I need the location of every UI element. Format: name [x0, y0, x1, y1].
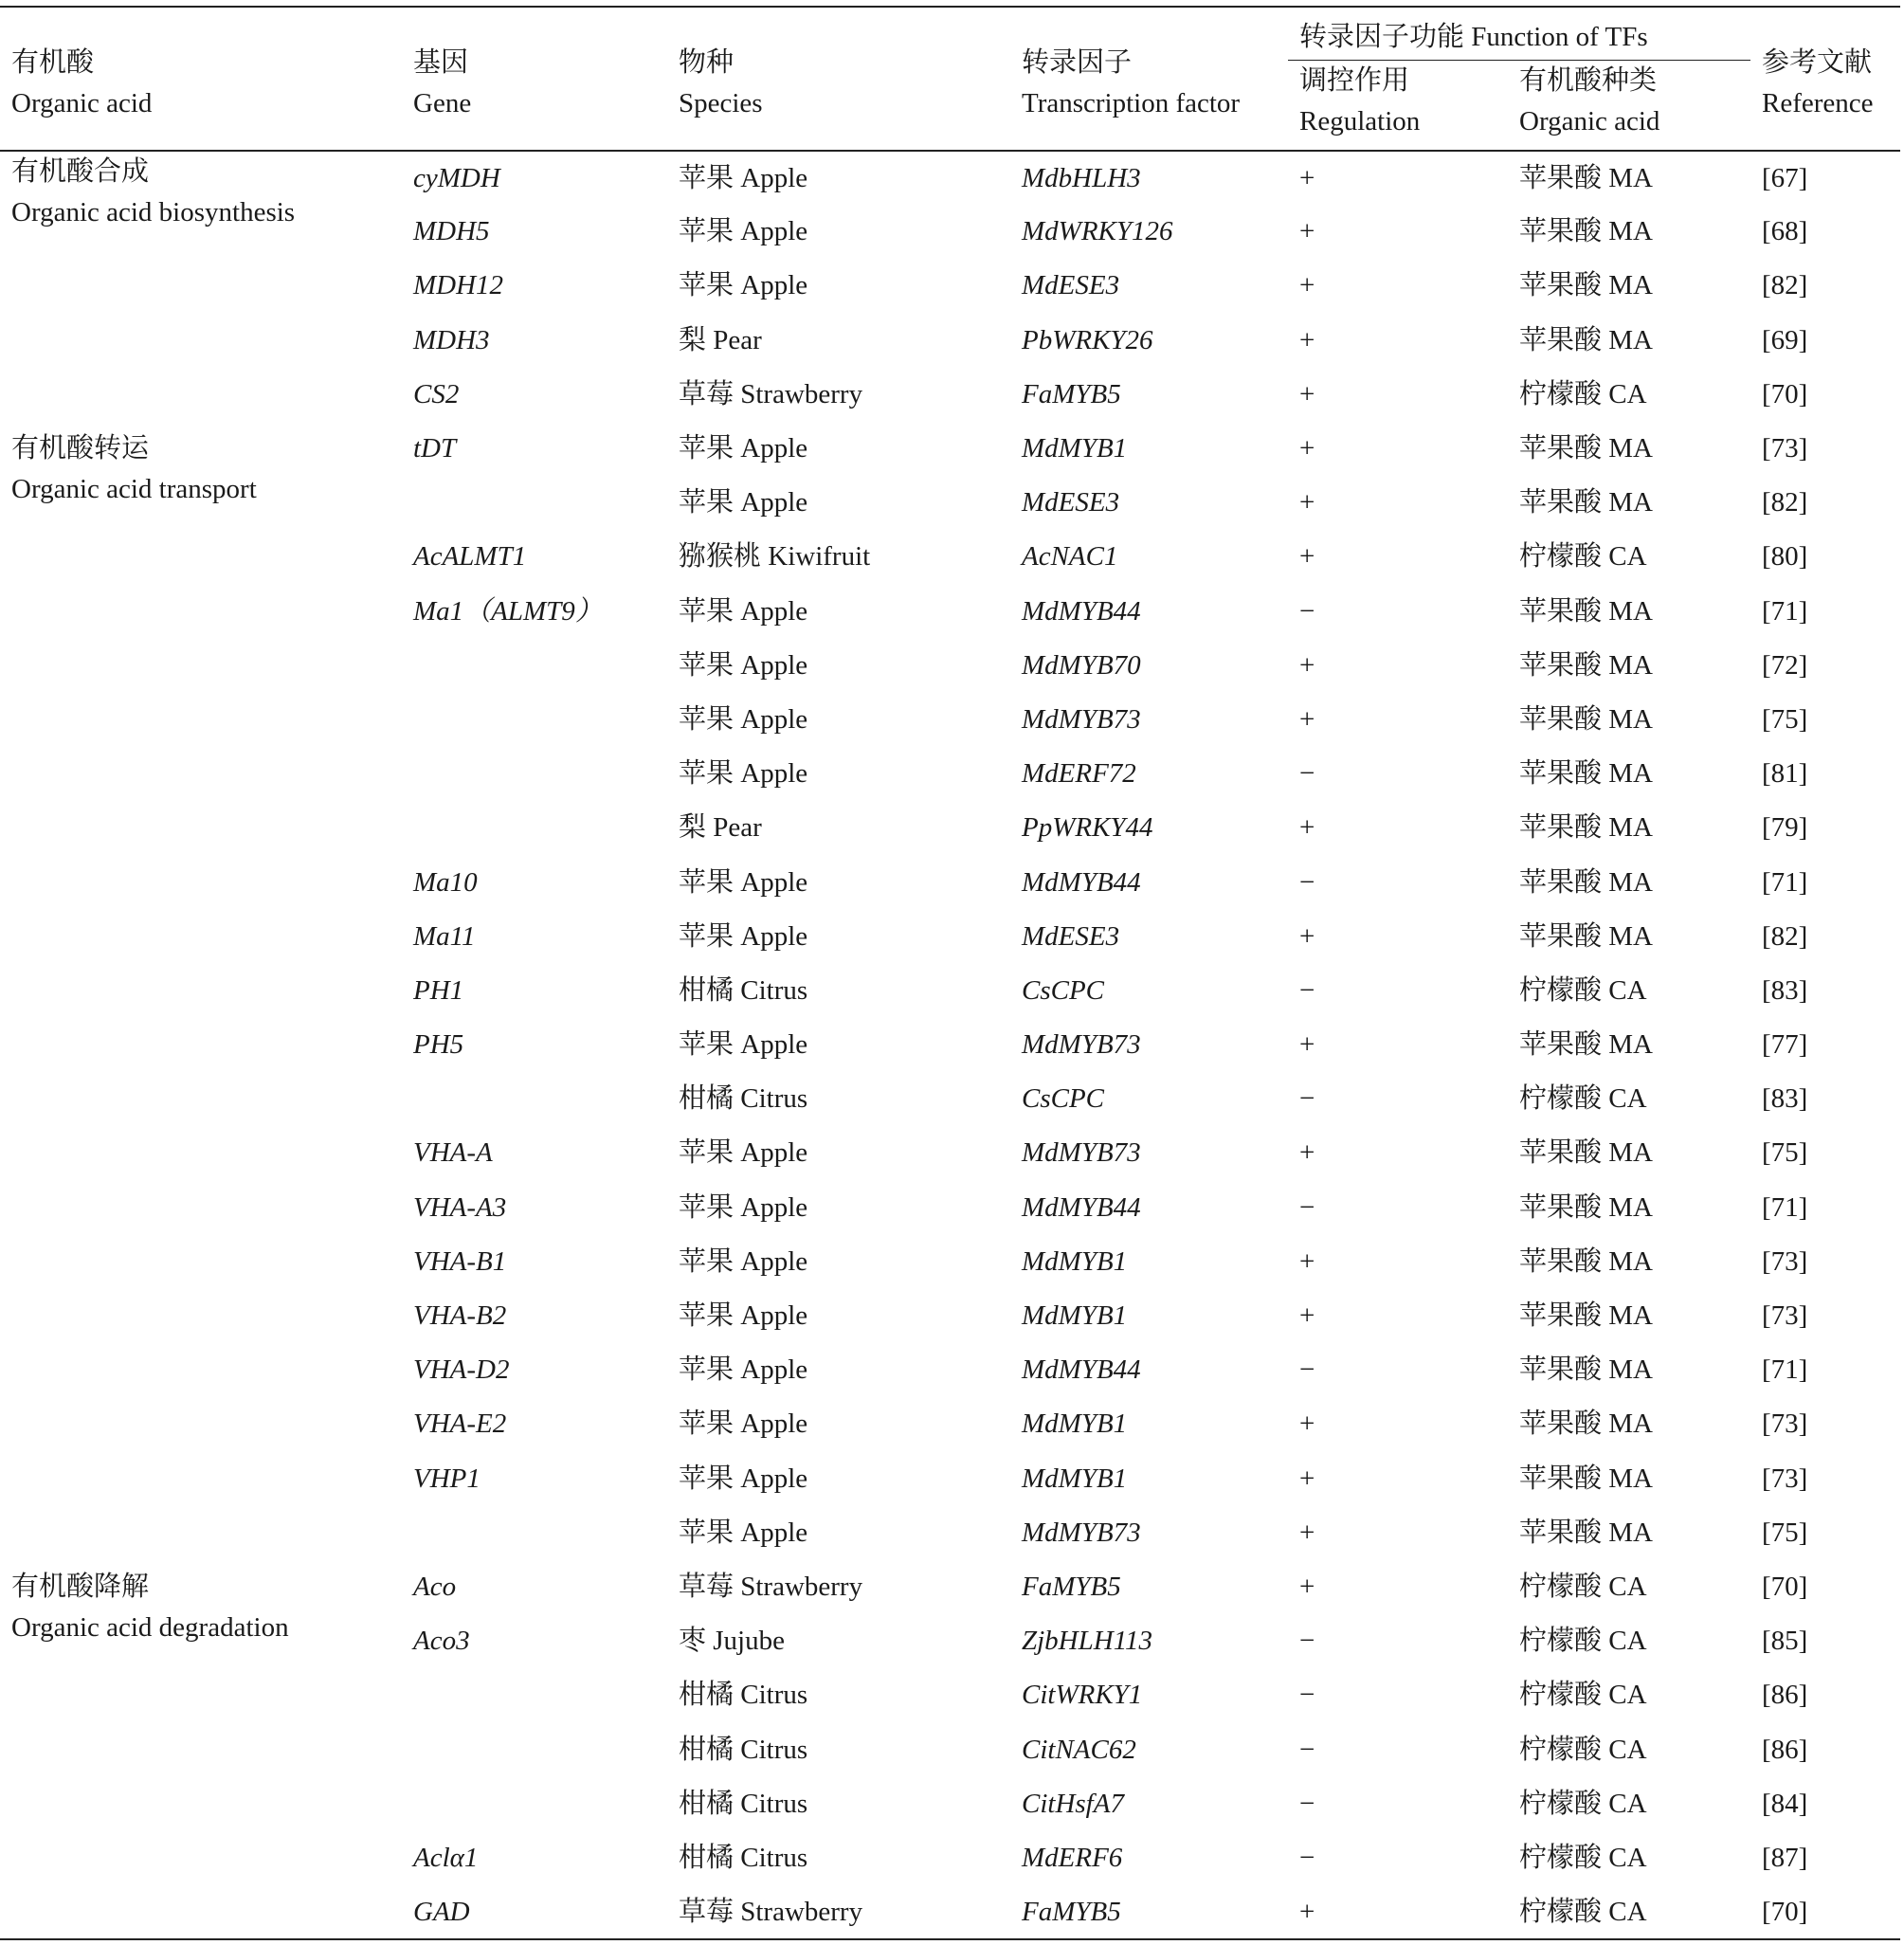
- reference-cell: [70]: [1762, 1896, 1808, 1927]
- tf-cell: MdbHLH3: [1022, 162, 1141, 193]
- species-cell: 柑橘 Citrus: [679, 1788, 808, 1819]
- gene-cell: Ma11: [413, 920, 476, 952]
- reference-cell: [69]: [1762, 324, 1808, 355]
- reference-cell: [68]: [1762, 216, 1808, 247]
- reference-cell: [75]: [1762, 703, 1808, 735]
- acid-cell: 苹果酸 MA: [1519, 324, 1653, 355]
- header-reference: [1750, 7, 1900, 151]
- acid-cell: 苹果酸 MA: [1519, 812, 1653, 844]
- acid-cell: 苹果酸 MA: [1519, 920, 1653, 952]
- reference-cell: [73]: [1762, 1300, 1808, 1332]
- header-tf: [1010, 7, 1288, 151]
- tf-cell: MdMYB44: [1022, 595, 1141, 627]
- reference-cell: [87]: [1762, 1842, 1808, 1873]
- regulation-cell: +: [1299, 1300, 1315, 1332]
- species-cell: 草莓 Strawberry: [679, 1571, 863, 1602]
- reference-cell: [67]: [1762, 162, 1808, 193]
- category-label-en: Organic acid biosynthesis: [11, 197, 296, 227]
- species-cell: 苹果 Apple: [679, 1137, 808, 1169]
- regulation-cell: −: [1299, 1191, 1315, 1223]
- gene-cell: VHA-B2: [413, 1300, 507, 1332]
- tf-cell: MdMYB1: [1022, 1463, 1128, 1494]
- reference-cell: [71]: [1762, 1191, 1808, 1223]
- table-body: [0, 151, 1900, 1939]
- tf-cell: MdMYB73: [1022, 703, 1141, 735]
- tf-cell: CitWRKY1: [1022, 1680, 1143, 1711]
- tf-cell: MdMYB44: [1022, 1354, 1141, 1386]
- species-cell: 苹果 Apple: [679, 758, 808, 790]
- regulation-cell: −: [1299, 595, 1315, 627]
- acid-cell: 苹果酸 MA: [1519, 487, 1653, 518]
- acid-cell: 柠檬酸 CA: [1519, 541, 1647, 573]
- acid-cell: 苹果酸 MA: [1519, 1191, 1653, 1223]
- tf-cell: MdMYB1: [1022, 433, 1128, 464]
- acid-cell: 苹果酸 MA: [1519, 1245, 1653, 1277]
- gene-cell: PH1: [413, 974, 464, 1006]
- species-cell: 草莓 Strawberry: [679, 378, 863, 409]
- gene-cell: VHP1: [413, 1463, 481, 1494]
- gene-cell: Ma1（ALMT9）: [413, 595, 603, 627]
- gene-cell: CS2: [413, 378, 460, 409]
- tf-cell: AcNAC1: [1022, 541, 1118, 573]
- species-cell: 柑橘 Citrus: [679, 1680, 808, 1711]
- tf-cell: MdERF6: [1022, 1842, 1123, 1873]
- regulation-cell: +: [1299, 649, 1315, 681]
- category-cell: [0, 1560, 402, 1939]
- regulation-cell: +: [1299, 920, 1315, 952]
- regulation-cell: −: [1299, 1788, 1315, 1819]
- regulation-cell: +: [1299, 162, 1315, 193]
- category-label-en: Organic acid degradation: [11, 1611, 289, 1643]
- gene-cell: [402, 693, 667, 747]
- tf-cell: PpWRKY44: [1022, 812, 1153, 844]
- acid-cell: 柠檬酸 CA: [1519, 1680, 1647, 1711]
- acid-cell: 苹果酸 MA: [1519, 866, 1653, 898]
- reference-cell: [75]: [1762, 1517, 1808, 1548]
- regulation-cell: +: [1299, 216, 1315, 247]
- regulation-cell: +: [1299, 433, 1315, 464]
- regulation-cell: −: [1299, 1354, 1315, 1386]
- tf-cell: MdMYB1: [1022, 1409, 1128, 1440]
- header-function: 转录因子功能 Function of TFs: [1288, 7, 1750, 61]
- acid-cell: 苹果酸 MA: [1519, 1354, 1653, 1386]
- reference-cell: [83]: [1762, 1083, 1808, 1115]
- species-cell: 柑橘 Citrus: [679, 1083, 808, 1115]
- gene-cell: [402, 747, 667, 801]
- species-cell: 苹果 Apple: [679, 1245, 808, 1277]
- regulation-cell: +: [1299, 270, 1315, 301]
- data-table: [0, 6, 1900, 1940]
- gene-cell: MDH12: [413, 270, 504, 301]
- gene-cell: VHA-A3: [413, 1191, 507, 1223]
- species-cell: 苹果 Apple: [679, 1354, 808, 1386]
- regulation-cell: −: [1299, 1626, 1315, 1657]
- gene-cell: Ma10: [413, 866, 478, 898]
- gene-cell: Aclα1: [413, 1842, 479, 1873]
- acid-cell: 苹果酸 MA: [1519, 216, 1653, 247]
- reference-cell: [75]: [1762, 1137, 1808, 1169]
- tf-cell: FaMYB5: [1022, 378, 1121, 409]
- tf-cell: MdWRKY126: [1022, 216, 1173, 247]
- acid-cell: 柠檬酸 CA: [1519, 1734, 1647, 1765]
- header-regulation-zh: 调控作用: [1299, 65, 1410, 96]
- reference-cell: [85]: [1762, 1626, 1808, 1657]
- acid-cell: 苹果酸 MA: [1519, 1029, 1653, 1061]
- regulation-cell: −: [1299, 758, 1315, 790]
- reference-cell: [82]: [1762, 487, 1808, 518]
- tf-cell: MdMYB73: [1022, 1517, 1141, 1548]
- acid-cell: 柠檬酸 CA: [1519, 1842, 1647, 1873]
- category-label-en: Organic acid transport: [11, 473, 257, 504]
- category-label-zh: 有机酸转运: [11, 432, 150, 464]
- species-cell: 柑橘 Citrus: [679, 1734, 808, 1765]
- reference-cell: [82]: [1762, 270, 1808, 301]
- acid-cell: 苹果酸 MA: [1519, 703, 1653, 735]
- tf-cell: MdESE3: [1022, 270, 1120, 301]
- species-cell: 苹果 Apple: [679, 1463, 808, 1494]
- table-row: [0, 422, 1900, 476]
- acid-cell: 柠檬酸 CA: [1519, 1896, 1647, 1927]
- category-label-zh: 有机酸合成: [11, 156, 150, 187]
- table-header: [0, 7, 1900, 151]
- reference-cell: [73]: [1762, 1463, 1808, 1494]
- species-cell: 苹果 Apple: [679, 649, 808, 681]
- reference-cell: [81]: [1762, 758, 1808, 790]
- header-tf-en: Transcription factor: [1022, 88, 1241, 118]
- gene-cell: Aco3: [413, 1626, 470, 1657]
- reference-cell: [73]: [1762, 1245, 1808, 1277]
- tf-cell: MdMYB1: [1022, 1300, 1128, 1332]
- gene-cell: [402, 1072, 667, 1126]
- tf-cell: MdMYB73: [1022, 1137, 1141, 1169]
- tf-cell: CsCPC: [1022, 1083, 1105, 1115]
- acid-cell: 苹果酸 MA: [1519, 270, 1653, 301]
- species-cell: 苹果 Apple: [679, 703, 808, 735]
- header-organic-acid: [0, 7, 402, 151]
- tf-cell: MdESE3: [1022, 487, 1120, 518]
- acid-cell: 苹果酸 MA: [1519, 1300, 1653, 1332]
- gene-cell: tDT: [413, 433, 457, 464]
- species-cell: 苹果 Apple: [679, 1191, 808, 1223]
- acid-cell: 苹果酸 MA: [1519, 649, 1653, 681]
- gene-cell: [402, 639, 667, 693]
- regulation-cell: +: [1299, 378, 1315, 409]
- reference-cell: [72]: [1762, 649, 1808, 681]
- regulation-cell: +: [1299, 1245, 1315, 1277]
- tf-cell: MdMYB1: [1022, 1245, 1128, 1277]
- header-organic-acid-en: Organic acid: [11, 88, 153, 118]
- reference-cell: [73]: [1762, 433, 1808, 464]
- species-cell: 枣 Jujube: [679, 1626, 785, 1657]
- tf-cell: MdMYB44: [1022, 1191, 1141, 1223]
- species-cell: 苹果 Apple: [679, 487, 808, 518]
- category-cell: [0, 151, 402, 422]
- header-gene-zh: 基因: [413, 47, 469, 78]
- tf-cell: ZjbHLH113: [1022, 1626, 1153, 1657]
- species-cell: 苹果 Apple: [679, 433, 808, 464]
- header-species: [667, 7, 1010, 151]
- regulation-cell: +: [1299, 703, 1315, 735]
- header-reference-zh: 参考文献: [1762, 47, 1873, 78]
- gene-cell: VHA-D2: [413, 1354, 510, 1386]
- regulation-cell: −: [1299, 1842, 1315, 1873]
- gene-cell: VHA-B1: [413, 1245, 507, 1277]
- tf-cell: CitHsfA7: [1022, 1788, 1124, 1819]
- header-acid-type: [1508, 61, 1750, 152]
- tf-cell: PbWRKY26: [1022, 324, 1153, 355]
- acid-cell: 苹果酸 MA: [1519, 595, 1653, 627]
- species-cell: 苹果 Apple: [679, 595, 808, 627]
- regulation-cell: −: [1299, 1734, 1315, 1765]
- tf-cell: FaMYB5: [1022, 1896, 1121, 1927]
- acid-cell: 苹果酸 MA: [1519, 1517, 1653, 1548]
- gene-cell: PH5: [413, 1029, 464, 1061]
- species-cell: 柑橘 Citrus: [679, 1842, 808, 1873]
- tf-cell: CsCPC: [1022, 974, 1105, 1006]
- gene-cell: Aco: [413, 1571, 457, 1602]
- regulation-cell: −: [1299, 1680, 1315, 1711]
- acid-cell: 柠檬酸 CA: [1519, 1788, 1647, 1819]
- reference-cell: [73]: [1762, 1409, 1808, 1440]
- acid-cell: 柠檬酸 CA: [1519, 974, 1647, 1006]
- gene-cell: [402, 476, 667, 530]
- reference-cell: [86]: [1762, 1680, 1808, 1711]
- header-organic-acid-zh: 有机酸: [11, 47, 95, 78]
- reference-cell: [79]: [1762, 812, 1808, 844]
- acid-cell: 苹果酸 MA: [1519, 1409, 1653, 1440]
- tf-cell: CitNAC62: [1022, 1734, 1136, 1765]
- species-cell: 柑橘 Citrus: [679, 974, 808, 1006]
- species-cell: 梨 Pear: [679, 812, 762, 844]
- species-cell: 苹果 Apple: [679, 216, 808, 247]
- tf-cell: FaMYB5: [1022, 1571, 1121, 1602]
- header-acid-type-en: Organic acid: [1519, 106, 1660, 136]
- regulation-cell: +: [1299, 541, 1315, 573]
- regulation-cell: +: [1299, 1463, 1315, 1494]
- acid-cell: 柠檬酸 CA: [1519, 378, 1647, 409]
- header-gene-en: Gene: [413, 88, 472, 118]
- gene-cell: [402, 1668, 667, 1722]
- category-cell: [0, 422, 402, 1560]
- species-cell: 苹果 Apple: [679, 866, 808, 898]
- species-cell: 苹果 Apple: [679, 1029, 808, 1061]
- tf-cell: MdERF72: [1022, 758, 1136, 790]
- header-acid-type-zh: 有机酸种类: [1519, 65, 1658, 96]
- regulation-cell: +: [1299, 812, 1315, 844]
- species-cell: 苹果 Apple: [679, 1300, 808, 1332]
- regulation-cell: +: [1299, 1571, 1315, 1602]
- reference-cell: [82]: [1762, 920, 1808, 952]
- acid-cell: 柠檬酸 CA: [1519, 1571, 1647, 1602]
- acid-cell: 苹果酸 MA: [1519, 1463, 1653, 1494]
- gene-cell: [402, 1777, 667, 1831]
- tf-cell: MdMYB44: [1022, 866, 1141, 898]
- gene-cell: MDH3: [413, 324, 490, 355]
- tf-cell: MdMYB70: [1022, 649, 1141, 681]
- regulation-cell: +: [1299, 1029, 1315, 1061]
- tf-cell: MdESE3: [1022, 920, 1120, 952]
- species-cell: 梨 Pear: [679, 324, 762, 355]
- regulation-cell: +: [1299, 1137, 1315, 1169]
- regulation-cell: −: [1299, 974, 1315, 1006]
- acid-cell: 苹果酸 MA: [1519, 758, 1653, 790]
- species-cell: 苹果 Apple: [679, 1409, 808, 1440]
- header-species-zh: 物种: [679, 47, 734, 78]
- reference-cell: [71]: [1762, 595, 1808, 627]
- reference-cell: [70]: [1762, 1571, 1808, 1602]
- reference-cell: [83]: [1762, 974, 1808, 1006]
- reference-cell: [71]: [1762, 1354, 1808, 1386]
- acid-cell: 柠檬酸 CA: [1519, 1626, 1647, 1657]
- gene-cell: VHA-A: [413, 1137, 493, 1169]
- regulation-cell: +: [1299, 324, 1315, 355]
- acid-cell: 苹果酸 MA: [1519, 433, 1653, 464]
- acid-cell: 柠檬酸 CA: [1519, 1083, 1647, 1115]
- species-cell: 苹果 Apple: [679, 162, 808, 193]
- gene-cell: cyMDH: [413, 162, 500, 193]
- category-label-zh: 有机酸降解: [11, 1571, 150, 1602]
- gene-cell: AcALMT1: [413, 541, 527, 573]
- reference-cell: [71]: [1762, 866, 1808, 898]
- table-row: [0, 1560, 1900, 1614]
- header-species-en: Species: [679, 88, 763, 118]
- species-cell: 苹果 Apple: [679, 1517, 808, 1548]
- header-tf-zh: 转录因子: [1022, 47, 1133, 78]
- reference-cell: [77]: [1762, 1029, 1808, 1061]
- header-regulation: [1288, 61, 1508, 152]
- reference-cell: [70]: [1762, 378, 1808, 409]
- species-cell: 猕猴桃 Kiwifruit: [679, 541, 871, 573]
- gene-cell: MDH5: [413, 216, 490, 247]
- gene-cell: [402, 801, 667, 855]
- reference-cell: [86]: [1762, 1734, 1808, 1765]
- acid-cell: 苹果酸 MA: [1519, 162, 1653, 193]
- regulation-cell: +: [1299, 487, 1315, 518]
- species-cell: 草莓 Strawberry: [679, 1896, 863, 1927]
- species-cell: 苹果 Apple: [679, 270, 808, 301]
- header-reference-en: Reference: [1762, 88, 1874, 118]
- reference-cell: [80]: [1762, 541, 1808, 573]
- regulation-cell: +: [1299, 1409, 1315, 1440]
- regulation-cell: −: [1299, 866, 1315, 898]
- regulation-cell: +: [1299, 1517, 1315, 1548]
- header-regulation-en: Regulation: [1299, 106, 1421, 136]
- table-row: [0, 151, 1900, 205]
- reference-cell: [84]: [1762, 1788, 1808, 1819]
- regulation-cell: −: [1299, 1083, 1315, 1115]
- header-gene: [402, 7, 667, 151]
- gene-cell: VHA-E2: [413, 1409, 507, 1440]
- gene-cell: GAD: [413, 1896, 470, 1927]
- tf-cell: MdMYB73: [1022, 1029, 1141, 1061]
- species-cell: 苹果 Apple: [679, 920, 808, 952]
- regulation-cell: +: [1299, 1896, 1315, 1927]
- gene-cell: [402, 1506, 667, 1560]
- gene-cell: [402, 1722, 667, 1776]
- acid-cell: 苹果酸 MA: [1519, 1137, 1653, 1169]
